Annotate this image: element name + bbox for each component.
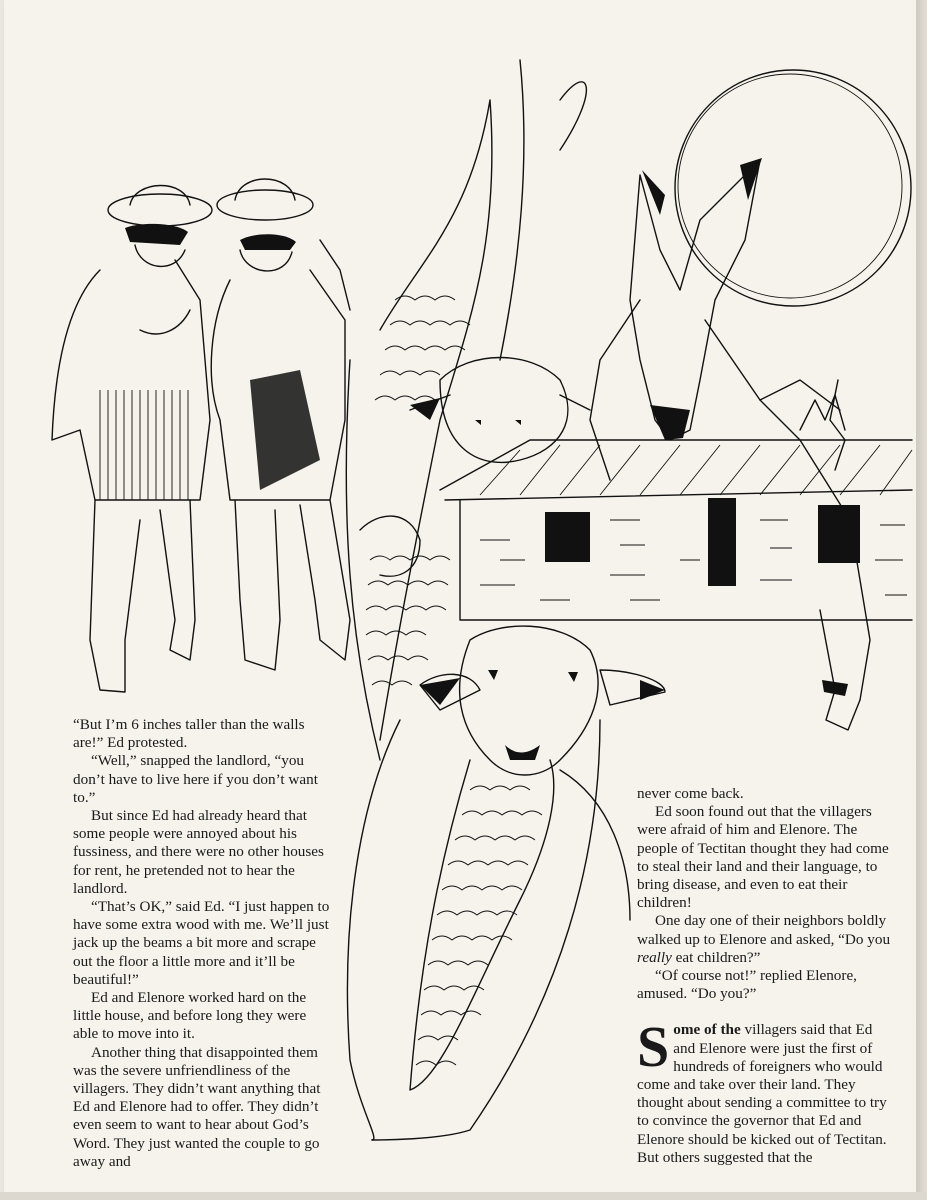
paragraph: Ed soon found out that the villagers were afraid of him and Elenore. The people of Tectitan thought they had come to steal their land and their language, to bring disease, and even to eat their children!: [637, 803, 889, 912]
moon-drawing: [675, 70, 911, 306]
text-column-right: [637, 785, 895, 1167]
paragraph: “Of course not!” replied Elenore, amused. “Do you?”: [637, 967, 857, 1003]
text-run: eat children?”: [671, 948, 761, 966]
man-right-drawing: [211, 179, 350, 670]
donkey-drawing: [590, 158, 870, 730]
lead-in-text: ome of the: [673, 1021, 741, 1039]
paragraph: “Well,” snapped the landlord, “you don’t have to live here if you don’t want to.”: [73, 752, 318, 806]
paragraph: [637, 912, 895, 967]
paragraph: “That’s OK,” said Ed. “I just happen to have some extra wood with me. We’ll just jack up the beams a bit more and scrape out the floor a little more and it’ll be beautiful!”: [73, 898, 330, 988]
paragraph: “But I’m 6 inches taller than the walls are!” Ed protested.: [73, 716, 305, 752]
corn-ear-top-drawing: [346, 60, 586, 760]
paragraph: But since Ed had already heard that some people were annoyed about his fussiness, and there were no other houses for rent, he pretended not to hear the landlord.: [73, 807, 324, 897]
text-run: One day one of their neighbors boldly walked up to Elenore and asked, “Do you: [637, 912, 891, 948]
text-column-left: [73, 716, 335, 1171]
sheep-lower-drawing: [420, 626, 665, 775]
drop-cap: S: [637, 1014, 670, 1080]
text-run: villagers said that Ed and Elenore were just the first of hundreds of foreigners who would come and take over their land. They thought about sending a committee to try to convince the governor that Ed and Elenore should be kicked out of Tectitan. But others suggested that the: [637, 1021, 887, 1166]
paragraph-continuation: never come back.: [637, 785, 744, 802]
paragraph: Ed and Elenore worked hard on the little house, and before long they were able to move into it.: [73, 989, 307, 1043]
man-left-drawing: [52, 185, 212, 692]
emphasis-text: really: [637, 948, 672, 966]
paragraph: Another thing that disappointed them was the severe unfriendliness of the villagers. They didn’t want anything that Ed and Elenore had to offer. They didn’t even seem to want to hear about God’s Word. They just wanted the couple to go away and: [73, 1043, 321, 1170]
corn-ear-bottom-drawing: [347, 720, 630, 1140]
section-opening-paragraph: [637, 1014, 895, 1167]
